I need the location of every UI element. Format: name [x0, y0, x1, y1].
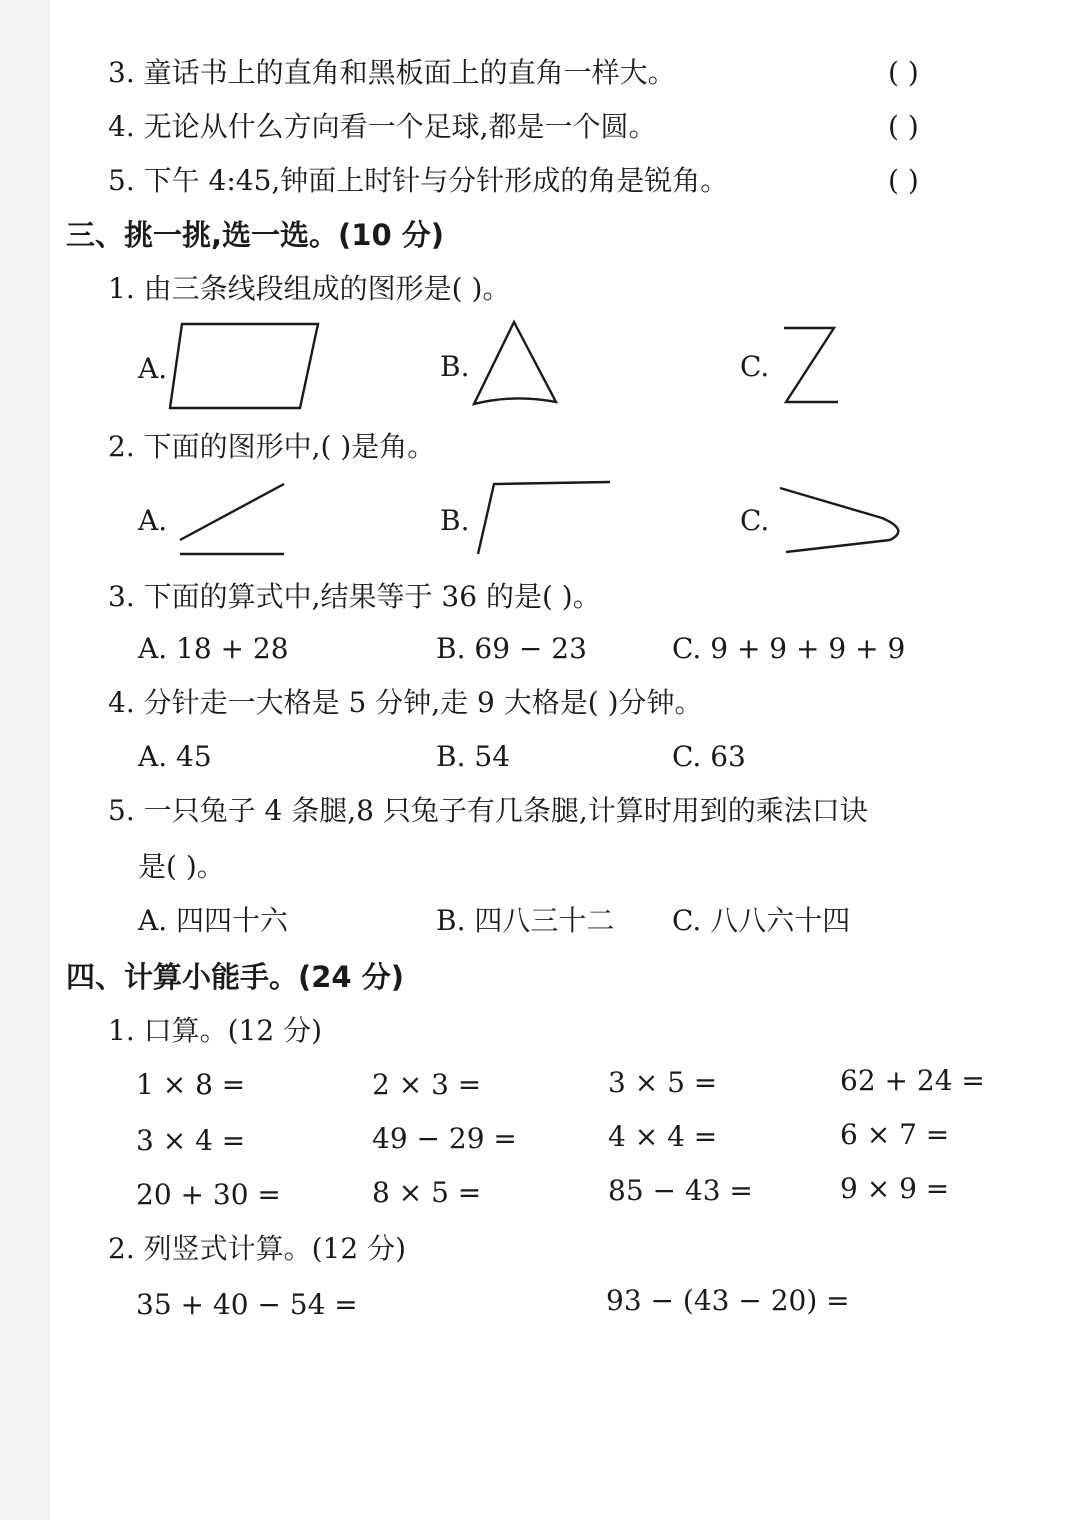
worksheet-page — [50, 0, 1080, 1520]
judge-item-3: 3. 童话书上的直角和黑板面上的直角一样大。 — [108, 56, 676, 89]
judge-item-4: 4. 无论从什么方向看一个足球,都是一个圆。 — [108, 110, 657, 143]
oral-calc-item: 85 − 43 = — [608, 1174, 753, 1207]
separated-lines-shape — [176, 480, 286, 560]
section-4-title: 四、计算小能手。(24 分) — [66, 960, 404, 994]
choice-q2-option-c[interactable]: C. — [740, 504, 770, 537]
vertical-calc-expr-1: 35 + 40 − 54 = — [136, 1288, 358, 1321]
choice-q4-option-b[interactable]: B. 54 — [436, 740, 511, 773]
choice-q2-option-b[interactable]: B. — [440, 504, 470, 537]
curved-angle-shape — [778, 484, 902, 556]
oral-calc-item: 6 × 7 = — [840, 1118, 950, 1151]
choice-q5-option-c[interactable]: C. 八八六十四 — [672, 904, 851, 937]
choice-q4-option-c[interactable]: C. 63 — [672, 740, 746, 773]
judge-answer-paren-3[interactable]: ( ) — [888, 56, 919, 89]
judge-answer-paren-4[interactable]: ( ) — [888, 110, 919, 143]
section-3-title: 三、挑一挑,选一选。(10 分) — [66, 218, 444, 252]
choice-q4-stem: 4. 分针走一大格是 5 分钟,走 9 大格是( )分钟。 — [108, 686, 703, 719]
choice-q2-option-a[interactable]: A. — [138, 504, 168, 537]
oral-calc-item: 3 × 4 = — [136, 1124, 246, 1157]
curved-triangle-shape — [470, 318, 560, 410]
choice-q5-stem: 5. 一只兔子 4 条腿,8 只兔子有几条腿,计算时用到的乘法口诀 — [108, 794, 868, 827]
judge-item-5: 5. 下午 4:45,钟面上时针与分针形成的角是锐角。 — [108, 164, 729, 197]
oral-calc-item: 2 × 3 = — [372, 1068, 482, 1101]
choice-q2-stem: 2. 下面的图形中,( )是角。 — [108, 430, 436, 463]
choice-q3-stem: 3. 下面的算式中,结果等于 36 的是( )。 — [108, 580, 601, 613]
oral-calc-item: 3 × 5 = — [608, 1066, 718, 1099]
choice-q4-option-a[interactable]: A. 45 — [138, 740, 212, 773]
vertical-calc-expr-2: 93 − (43 − 20) = — [606, 1284, 850, 1317]
oral-calc-item: 62 + 24 = — [840, 1064, 985, 1097]
oral-calc-item: 8 × 5 = — [372, 1176, 482, 1209]
angle-shape — [474, 478, 614, 558]
choice-q5-option-b[interactable]: B. 四八三十二 — [436, 904, 615, 937]
choice-q1-option-c[interactable]: C. — [740, 350, 770, 383]
judge-answer-paren-5[interactable]: ( ) — [888, 164, 919, 197]
vertical-calc-heading: 2. 列竖式计算。(12 分) — [108, 1232, 406, 1265]
choice-q3-option-b[interactable]: B. 69 − 23 — [436, 632, 587, 665]
oral-calc-item: 49 − 29 = — [372, 1122, 517, 1155]
oral-calc-heading: 1. 口算。(12 分) — [108, 1014, 322, 1047]
parallelogram-shape — [168, 322, 320, 412]
oral-calc-item: 1 × 8 = — [136, 1068, 246, 1101]
choice-q1-option-a[interactable]: A. — [138, 352, 168, 385]
oral-calc-item: 20 + 30 = — [136, 1178, 281, 1211]
choice-q3-option-a[interactable]: A. 18 + 28 — [138, 632, 289, 665]
z-polyline-shape — [780, 324, 842, 408]
choice-q5-option-a[interactable]: A. 四四十六 — [138, 904, 289, 937]
oral-calc-item: 4 × 4 = — [608, 1120, 718, 1153]
oral-calc-item: 9 × 9 = — [840, 1172, 950, 1205]
choice-q1-stem: 1. 由三条线段组成的图形是( )。 — [108, 272, 511, 305]
choice-q3-option-c[interactable]: C. 9 + 9 + 9 + 9 — [672, 632, 906, 665]
choice-q5-stem-cont: 是( )。 — [138, 850, 225, 883]
choice-q1-option-b[interactable]: B. — [440, 350, 470, 383]
